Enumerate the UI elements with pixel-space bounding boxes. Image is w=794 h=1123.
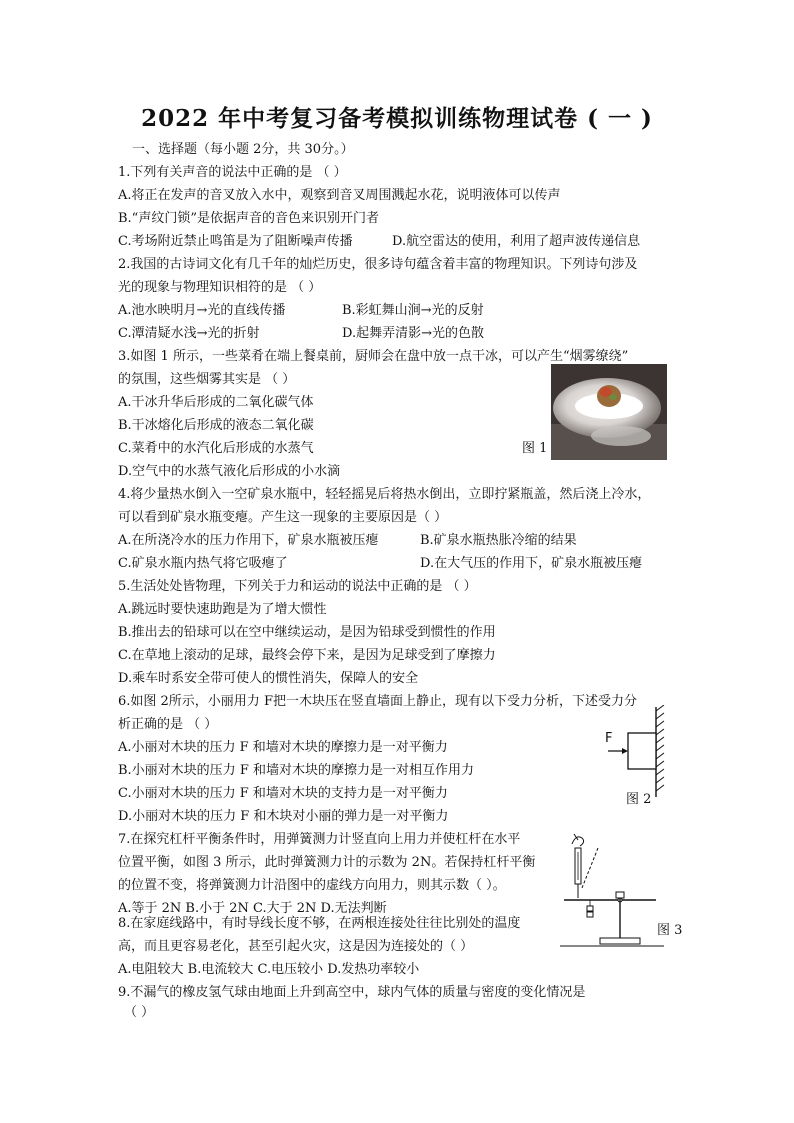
q4-option-c: C.矿泉水瓶内热气将它吸瘪了 <box>118 556 288 571</box>
q3-option-c: C.菜肴中的水汽化后形成的水蒸气 <box>118 441 314 456</box>
q6-option-b: B.小丽对木块的压力 F 和墙对木块的摩擦力是一对相互作用力 <box>118 763 474 778</box>
q3-option-d: D.空气中的水蒸气液化后形成的小水滴 <box>118 464 341 479</box>
q7-stem-line3: 的位置不变，将弹簧测力计沿图中的虚线方向用力，则其示数（ ）。 <box>118 878 506 893</box>
q4-stem-line1: 4.将少量热水倒入一空矿泉水瓶中，轻轻摇晃后将热水倒出，立即拧紧瓶盖，然后浇上冷水， <box>118 487 651 502</box>
q8-stem-line2: 高，而且更容易老化，甚至引起火灾，这是因为连接处的（ ） <box>118 939 474 954</box>
q1-stem: 1.下列有关声音的说法中正确的是 （ ） <box>118 165 347 180</box>
q6-stem-line1: 6.如图 2所示，小丽用力 F把一木块压在竖直墙面上静止，现有以下受力分析，下述受力分 <box>118 694 637 709</box>
q5-option-b: B.推出去的铅球可以在空中继续运动，是因为铅球受到惯性的作用 <box>118 625 496 640</box>
q7-stem-line2: 位置平衡，如图 3 所示，此时弹簧测力计的示数为 2N。若保持杠杆平衡 <box>118 855 536 870</box>
q3-option-a: A.干冰升华后形成的二氧化碳气体 <box>118 395 314 410</box>
q1-option-b: B.“声纹门锁”是依据声音的音色来识别开门者 <box>118 211 379 226</box>
q4-option-a: A.在所浇冷水的压力作用下，矿泉水瓶被压瘪 <box>118 533 379 548</box>
q9-stem-line2: （ ） <box>124 1005 155 1020</box>
q8-stem-line1: 8.在家庭线路中，有时导线长度不够，在两根连接处往往比别处的温度 <box>118 916 521 931</box>
q2-option-a: A.池水映明月→光的直线传播 <box>118 303 286 318</box>
q1-option-c: C.考场附近禁止鸣笛是为了阻断噪声传播 <box>118 234 353 249</box>
q3-option-b: B.干冰熔化后形成的液态二氧化碳 <box>118 418 314 433</box>
q3-stem-line2: 的氛围，这些烟雾其实是 （ ） <box>118 372 296 387</box>
q2-option-d: D.起舞弄清影→光的色散 <box>342 326 484 341</box>
q5-option-d: D.乘车时系安全带可使人的惯性消失，保障人的安全 <box>118 671 419 686</box>
q4-option-d: D.在大气压的作用下，矿泉水瓶被压瘪 <box>420 556 643 571</box>
q1-option-d: D.航空雷达的使用，利用了超声波传递信息 <box>392 234 641 249</box>
q2-option-b: B.彩虹舞山涧→光的反射 <box>342 303 484 318</box>
exam-title: 2022 年中考复习备考模拟训练物理试卷 ( 一 ) <box>141 105 653 132</box>
q6-option-a: A.小丽对木块的压力 F 和墙对木块的摩擦力是一对平衡力 <box>118 740 448 755</box>
q7-options: A.等于 2N B.小于 2N C.大于 2N D.无法判断 <box>118 901 387 916</box>
figure-3-caption: 图 3 <box>657 923 683 938</box>
q9-stem-line1: 9.不漏气的橡皮氢气球由地面上升到高空中，球内气体的质量与密度的变化情况是 <box>118 985 586 1000</box>
q6-option-d: D.小丽对木块的压力 F 和木块对小丽的弹力是一对平衡力 <box>118 809 449 824</box>
figure-1-caption: 图 1 <box>522 441 548 456</box>
q2-stem-line2: 光的现象与物理知识相符的是 （ ） <box>118 280 322 295</box>
q5-option-c: C.在草地上滚动的足球，最终会停下来，是因为足球受到了摩擦力 <box>118 648 496 663</box>
q3-stem-line1: 3.如图 1 所示，一些菜肴在端上餐桌前，厨师会在盘中放一点干冰，可以产生“烟雾缭绕” <box>118 349 629 364</box>
figure-2-caption: 图 2 <box>626 792 652 807</box>
q5-stem: 5.生活处处皆物理，下列关于力和运动的说法中正确的是 （ ） <box>118 579 477 594</box>
q4-stem-line2: 可以看到矿泉水瓶变瘪。产生这一现象的主要原因是（ ） <box>118 510 448 525</box>
figure-2-block-against-wall <box>598 705 670 797</box>
section-heading: 一、选择题（每小题 2分，共 30分。） <box>132 142 354 157</box>
q2-stem-line1: 2.我国的古诗词文化有几千年的灿烂历史，很多诗句蕴含着丰富的物理知识。下列诗句涉及 <box>118 257 638 272</box>
q2-option-c: C.潭清疑水浅→光的折射 <box>118 326 260 341</box>
q6-option-c: C.小丽对木块的压力 F 和墙对木块的支持力是一对平衡力 <box>118 786 448 801</box>
q5-option-a: A.跳远时要快速助跑是为了增大惯性 <box>118 602 327 617</box>
q1-option-a: A.将正在发声的音叉放入水中，观察到音叉周围溅起水花，说明液体可以传声 <box>118 188 561 203</box>
q7-stem-line1: 7.在探究杠杆平衡条件时，用弹簧测力计竖直向上用力并使杠杆在水平 <box>118 832 521 847</box>
q6-stem-line2: 析正确的是 （ ） <box>118 717 218 732</box>
q8-options: A.电阻较大 B.电流较大 C.电压较小 D.发热功率较小 <box>118 962 420 977</box>
q4-option-b: B.矿泉水瓶热胀冷缩的结果 <box>420 533 577 548</box>
figure-2-force-label: F <box>605 731 613 746</box>
figure-1-dry-ice-dish-photo <box>551 364 667 460</box>
